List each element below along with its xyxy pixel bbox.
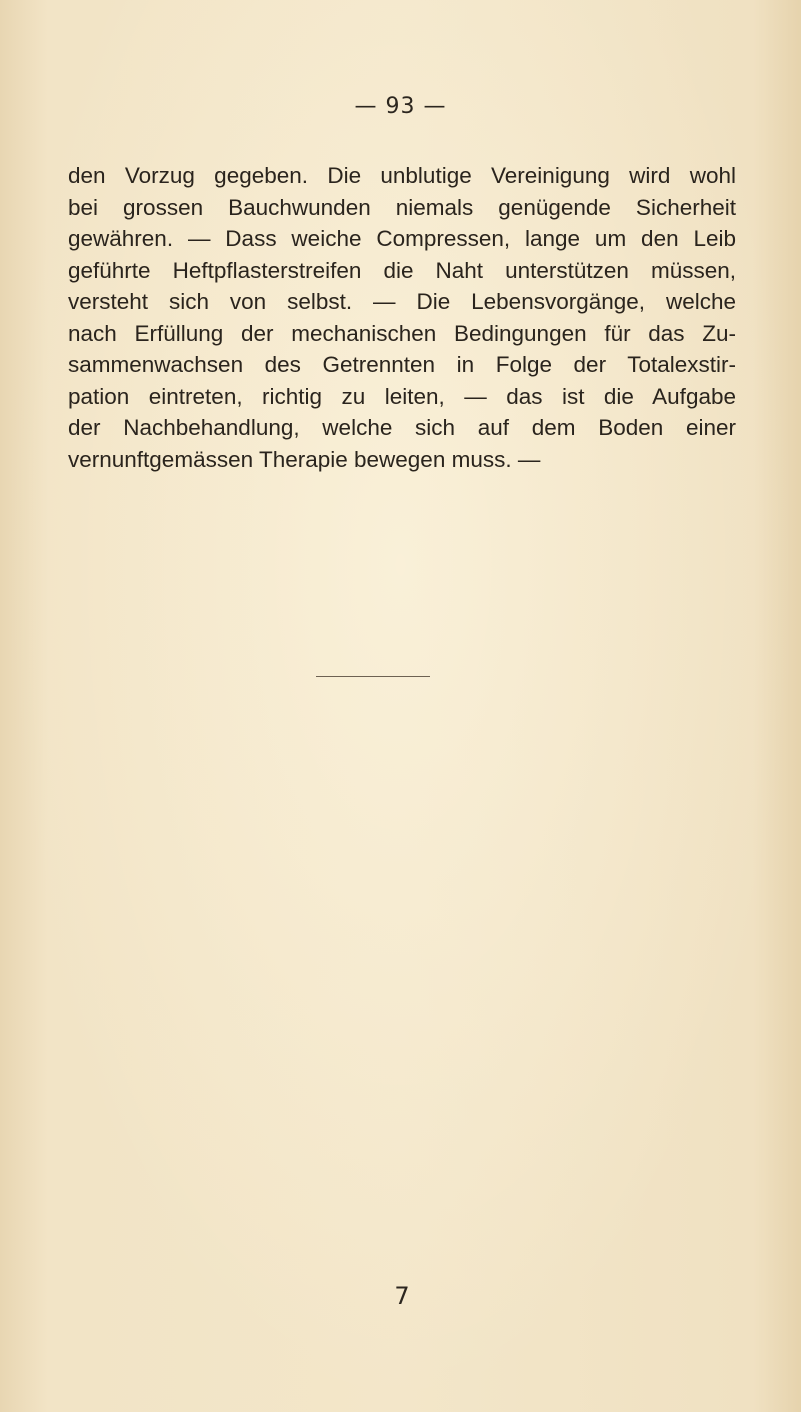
text-line: den Vorzug gegeben. Die unblutige Vereinigung wird wohl [68, 163, 736, 188]
text-line: sammenwachsen des Getrennten in Folge der Totalexstir- [68, 352, 736, 377]
text-line: vernunftgemässen Therapie bewegen muss. — [68, 446, 541, 472]
section-divider [316, 676, 430, 677]
text-line: geführte Heftpflasterstreifen die Naht unterstützen müssen, [68, 257, 736, 283]
body-paragraph [68, 160, 736, 475]
text-line: pation eintreten, richtig zu leiten, — das ist die Aufgabe [68, 383, 736, 409]
text-line: der Nachbehandlung, welche sich auf dem Boden einer [68, 415, 736, 440]
text-line: gewähren. — Dass weiche Compressen, lange um den Leib [68, 226, 736, 251]
text-line: versteht sich von selbst. — Die Lebensvorgänge, welche [68, 289, 736, 314]
text-line: bei grossen Bauchwunden niemals genügende Sicherheit [68, 194, 736, 220]
page-number: — 93 — [354, 94, 447, 119]
text-line: nach Erfüllung der mechanischen Bedingungen für das Zu- [68, 320, 736, 346]
signature-mark: 7 [394, 1282, 410, 1310]
